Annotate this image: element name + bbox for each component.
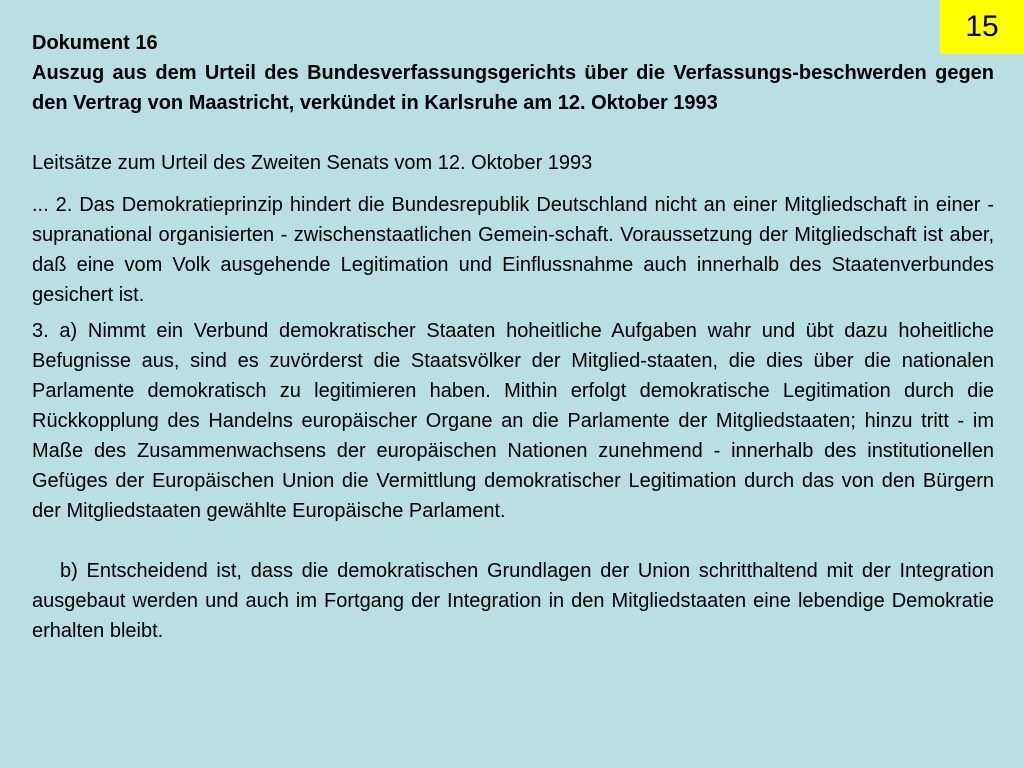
paragraph-2: ... 2. Das Demokratieprinzip hindert die Bundesrepublik Deutschland nicht an einer Mitgliedschaft in einer - supranational organisierten - zwischenstaatlichen Gemein-schaft. Voraussetzung der Mitgliedschaft ist aber, daß eine vom Volk ausgehende Legitimation und Einflussnahme auch innerhalb des Staatenverbundes gesichert ist. <box>32 194 994 306</box>
paragraph-3a: 3. a) Nimmt ein Verbund demokratischer Staaten hoheitliche Aufgaben wahr und übt dazu hoheitliche Befugnisse aus, sind es zuvörderst die Staatsvölker der Mitglied-staaten, die dies über die nationalen Parlamente demokratisch zu legitimieren haben. Mithin erfolgt demokratische Legitimation durch die Rückkopplung des Handelns europäischer Organe an die Parlamente der Mitgliedstaaten; hinzu tritt - im Maße des Zusammenwachsens der europäischen Nationen zunehmend - innerhalb des institutionellen Gefüges der Europäischen Union die Vermittlung demokratischer Legitimation durch das von den Bürgern der Mitgliedstaaten gewählte Europäische Parlament. <box>32 320 994 522</box>
paragraph-3b: b) Entscheidend ist, dass die demokratischen Grundlagen der Union schritthaltend mit der Integration ausgebaut werden und auch im Fortgang der Integration in den Mitgliedstaaten eine lebendige Demokratie erhalten bleibt. <box>32 560 994 642</box>
document-title: Auszug aus dem Urteil des Bundesverfassungsgerichts über die Verfassungs-beschwerden gegen den Vertrag von Maastricht, verkündet in Karlsruhe am 12. Oktober 1993 <box>32 62 994 114</box>
leitsaetze-heading: Leitsätze zum Urteil des Zweiten Senats vom 12. Oktober 1993 <box>32 152 593 174</box>
document-body <box>32 28 994 646</box>
page-number-badge: 15 <box>940 0 1024 54</box>
document-label: Dokument 16 <box>32 32 158 54</box>
